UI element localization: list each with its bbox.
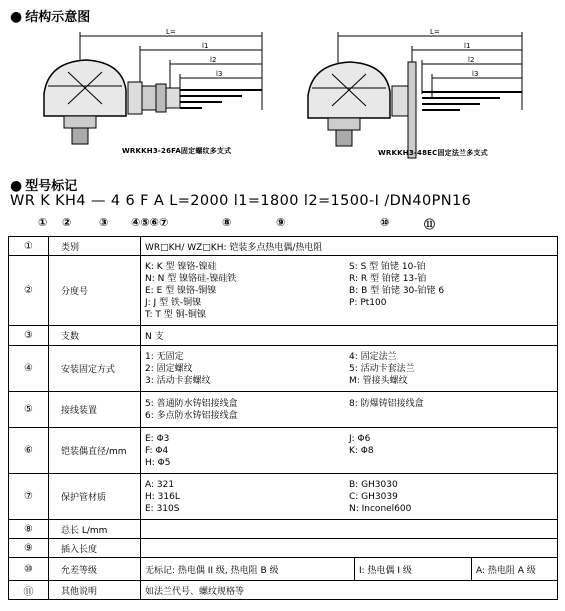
marker-8: ⑧ <box>222 216 232 229</box>
table-row: ⑤ 接线装置 5: 普通防水铸铝接线盒 6: 多点防水铸铝接线盒 8: 防爆铸铝接线盒 <box>9 392 558 428</box>
marker-2: ② <box>62 216 72 229</box>
flange-fixed-sensor-drawing <box>300 24 540 164</box>
diagram-caption: WRKKH3-48EC固定法兰多支式 <box>378 149 488 157</box>
dim-label-L: L= <box>430 28 440 36</box>
dim-label-L: L= <box>166 28 176 36</box>
table-row: ⑪ 其他说明 如法兰代号、螺纹规格等 <box>9 581 558 600</box>
thread-fixed-sensor-drawing <box>30 24 275 164</box>
dim-label-l2: l2 <box>210 56 217 64</box>
table-row: ⑦ 保护管材质 A: 321 H: 316L E: 310S B: GH3030 C: GH3039 N: Inconel600 <box>9 474 558 520</box>
dim-label-l3: l3 <box>472 70 479 78</box>
row-content: WR□KH/ WZ□KH: 铠装多点热电偶/热电阻 <box>141 237 558 256</box>
diagram-caption: WRKKH3-26FA固定螺纹多支式 <box>122 147 232 155</box>
dim-label-l3: l3 <box>216 70 223 78</box>
spec-table <box>8 236 558 600</box>
table-row: ② 分度号 K: K 型 镍铬-镍硅 N: N 型 镍铬硅-镍硅铁 E: E 型 镍铬-铜镍 J: J 型 铁-铜镍 T: T 型 铜-铜镍 S: S 型 铂铑 10-铂 R: R 型 铂铑 13-铂 B: B 型 铂铑 30-铂铑 6 P: Pt100 <box>9 256 558 326</box>
marker-9: ⑨ <box>276 216 286 229</box>
model-code: WR K KH4 — 4 6 F A L=2000 l1=1800 l2=1500-I /DN40PN16 <box>10 193 472 209</box>
diagram-flange-fixed <box>300 24 540 164</box>
dim-label-l2: l2 <box>468 56 475 64</box>
table-row: ⑨ 插入长度 <box>9 539 558 558</box>
dim-label-l1: l1 <box>202 42 209 50</box>
diagram-thread-fixed <box>30 24 275 164</box>
marker-3: ③ <box>99 216 109 229</box>
table-row: ④ 安装固定方式 1: 无固定 2: 固定螺纹 3: 活动卡套螺纹 4: 固定法兰 5: 活动卡套法兰 M: 管接头螺纹 <box>9 346 558 392</box>
marker-1: ① <box>38 216 48 229</box>
section-title-structure: ● 结构示意图 <box>10 9 91 25</box>
table-row: ⑧ 总长 L/mm <box>9 520 558 539</box>
marker-10: ⑩ <box>380 216 390 229</box>
table-row: ③ 支数 N 支 <box>9 326 558 346</box>
marker-4-7: ④⑤⑥⑦ <box>131 216 169 229</box>
table-row: ⑩ 允差等级 无标记: 热电偶 II 级, 热电阻 B 级 I: 热电偶 I 级 A: 热电阻 A 级 <box>9 558 558 581</box>
marker-11: ⑪ <box>424 218 435 231</box>
table-row: ① 类别 WR□KH/ WZ□KH: 铠装多点热电偶/热电阻 <box>9 237 558 256</box>
section-title-model: ● 型号标记 <box>10 178 78 194</box>
dim-label-l1: l1 <box>464 42 471 50</box>
table-row: ⑥ 铠装偶直径/mm E: Φ3 F: Φ4 H: Φ5 J: Φ6 K: Φ8 <box>9 428 558 474</box>
